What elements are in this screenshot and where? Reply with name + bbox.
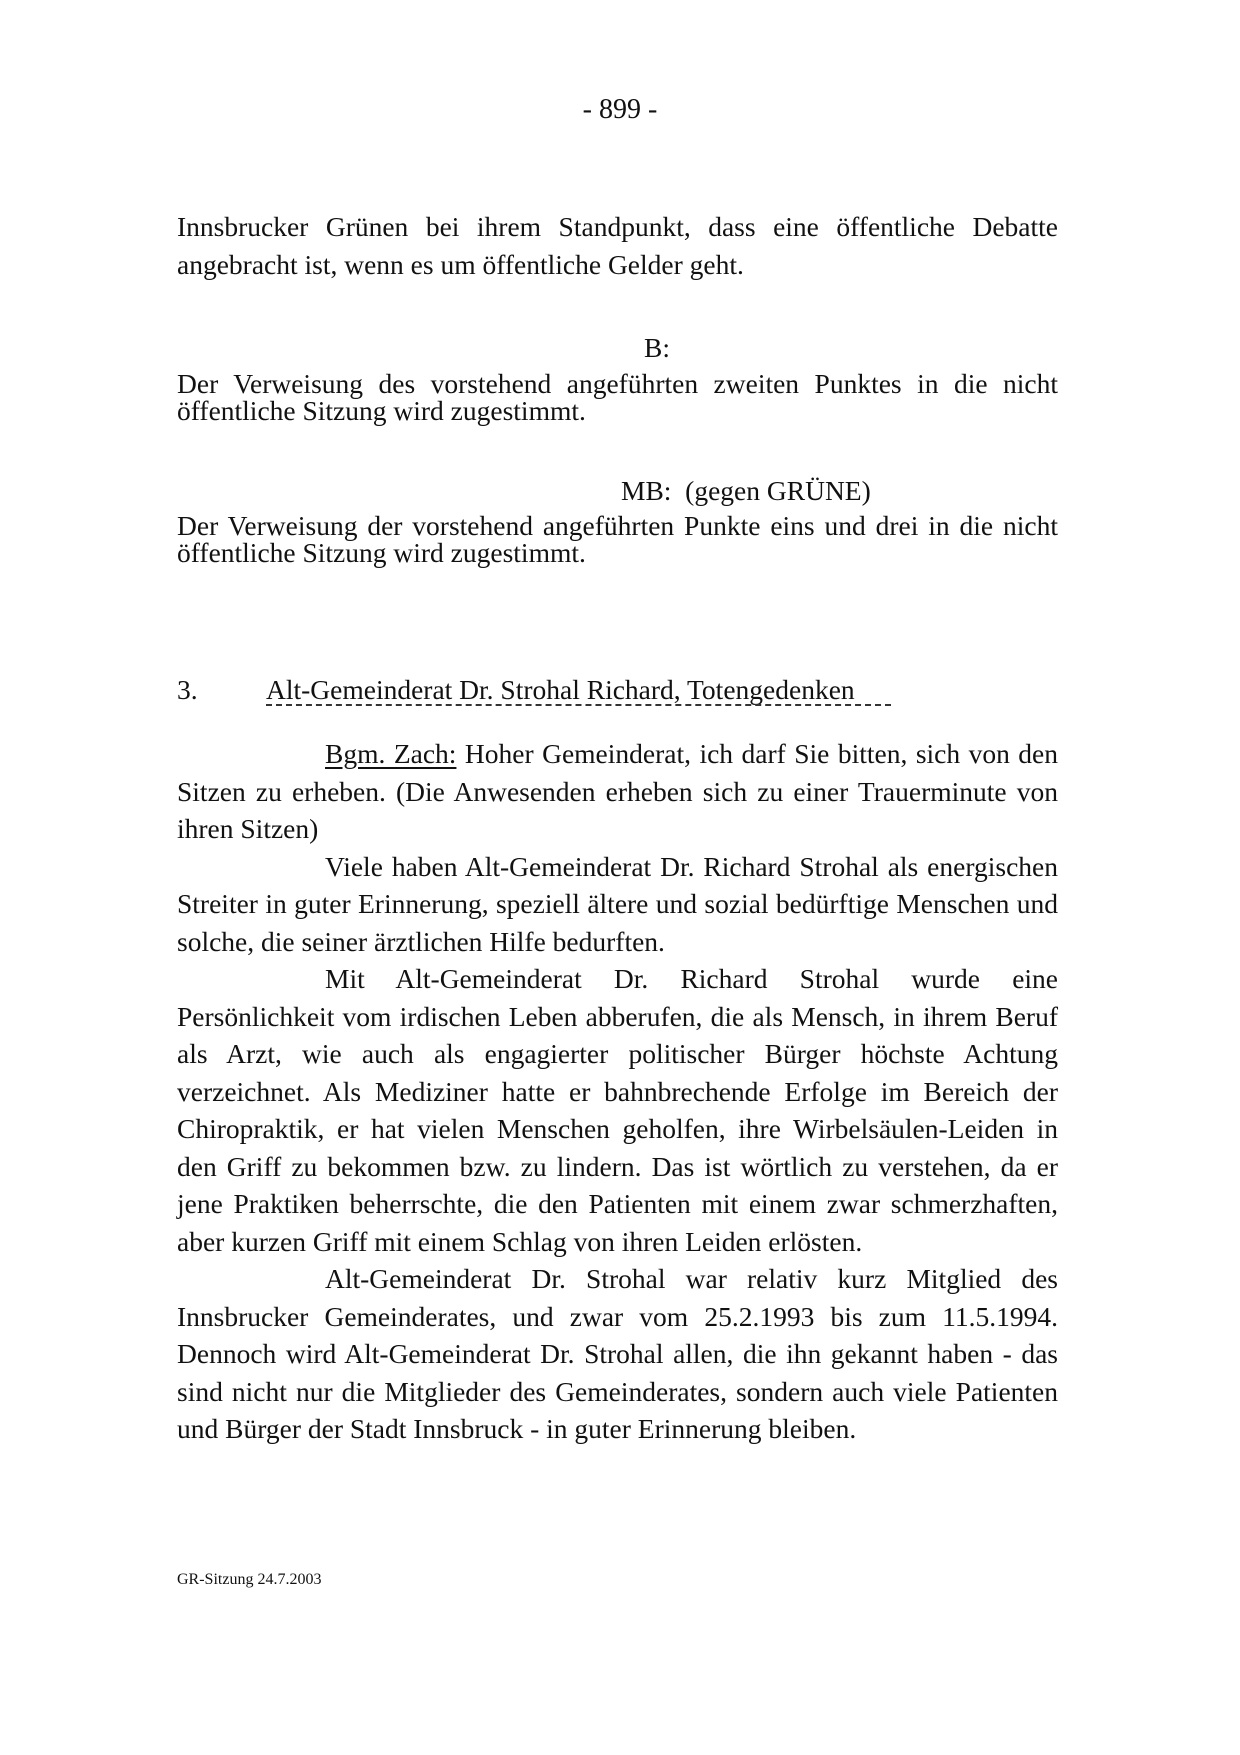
agenda-item-title: Alt-Gemeinderat Dr. Strohal Richard, Totengedenken: [266, 674, 855, 705]
title-underline-divider: [266, 704, 891, 706]
footer-session-date: GR-Sitzung 24.7.2003: [177, 1571, 322, 1588]
speech-paragraph: Viele haben Alt-Gemeinderat Dr. Richard Strohal als energischen Streiter in guter Erinnerung, speziell ältere und sozial bedürftige Menschen und solche, die seiner ärztlichen Hilfe bedurften.: [177, 850, 1058, 957]
page-number: - 899 -: [582, 94, 658, 125]
resolution-b-block: [177, 370, 1058, 424]
intro-paragraph: Innsbrucker Grünen bei ihrem Standpunkt, dass eine öffentliche Debatte angebracht ist, wenn es um öffentliche Gelder geht.: [177, 211, 1058, 280]
speech-opening-text: Hoher Gemeinderat, ich darf Sie bitten, sich von den Sitzen zu erheben. (Die Anwesenden erheben sich zu einer Trauerminute von ihren Sitzen): [177, 738, 1059, 844]
resolution-mb-label: MB: (gegen GRÜNE): [621, 475, 871, 506]
agenda-item-number: 3.: [177, 674, 198, 705]
resolution-b-text: Der Verweisung des vorstehend angeführten zweiten Punktes in die nicht öffentliche Sitzung wird zugestimmt.: [177, 368, 1058, 426]
speech-paragraph: Alt-Gemeinderat Dr. Strohal war relativ kurz Mitglied des Innsbrucker Gemeinderates, und zwar vom 25.2.1993 bis zum 11.5.1994. Dennoch wird Alt-Gemeinderat Dr. Strohal allen, die ihn gekannt haben - das sind nicht nur die Mitglieder des Gemeinderates, sondern auch viele Patienten und Bürger der Stadt Innsbruck - in guter Erinnerung bleiben.: [177, 1263, 1058, 1444]
speaker-name: Bgm. Zach:: [325, 738, 457, 769]
resolution-mb-block: [177, 512, 1058, 566]
speech-block: [177, 735, 1058, 1448]
resolution-mb-text: Der Verweisung der vorstehend angeführten Punkte eins und drei in die nicht öffentliche Sitzung wird zugestimmt.: [177, 510, 1058, 568]
speech-paragraph: Mit Alt-Gemeinderat Dr. Richard Strohal wurde eine Persönlichkeit vom irdischen Leben abberufen, die als Mensch, in ihrem Beruf als Arzt, wie auch als engagierter politischer Bürger höchste Achtung verzeichnet. Als Mediziner hatte er bahnbrechende Erfolge im Bereich der Chiropraktik, er hat vielen Menschen geholfen, ihre Wirbelsäulen-Leiden in den Griff zu bekommen bzw. zu lindern. Das ist wörtlich zu verstehen, da er jene Praktiken beherrschte, die den Patienten mit einem zwar schmerzhaften, aber kurzen Griff mit einem Schlag von ihren Leiden erlösten.: [177, 963, 1058, 1257]
resolution-b-label: B:: [644, 332, 670, 363]
intro-paragraph-block: [177, 208, 1058, 283]
speech-opening-paragraph: [177, 735, 1058, 848]
